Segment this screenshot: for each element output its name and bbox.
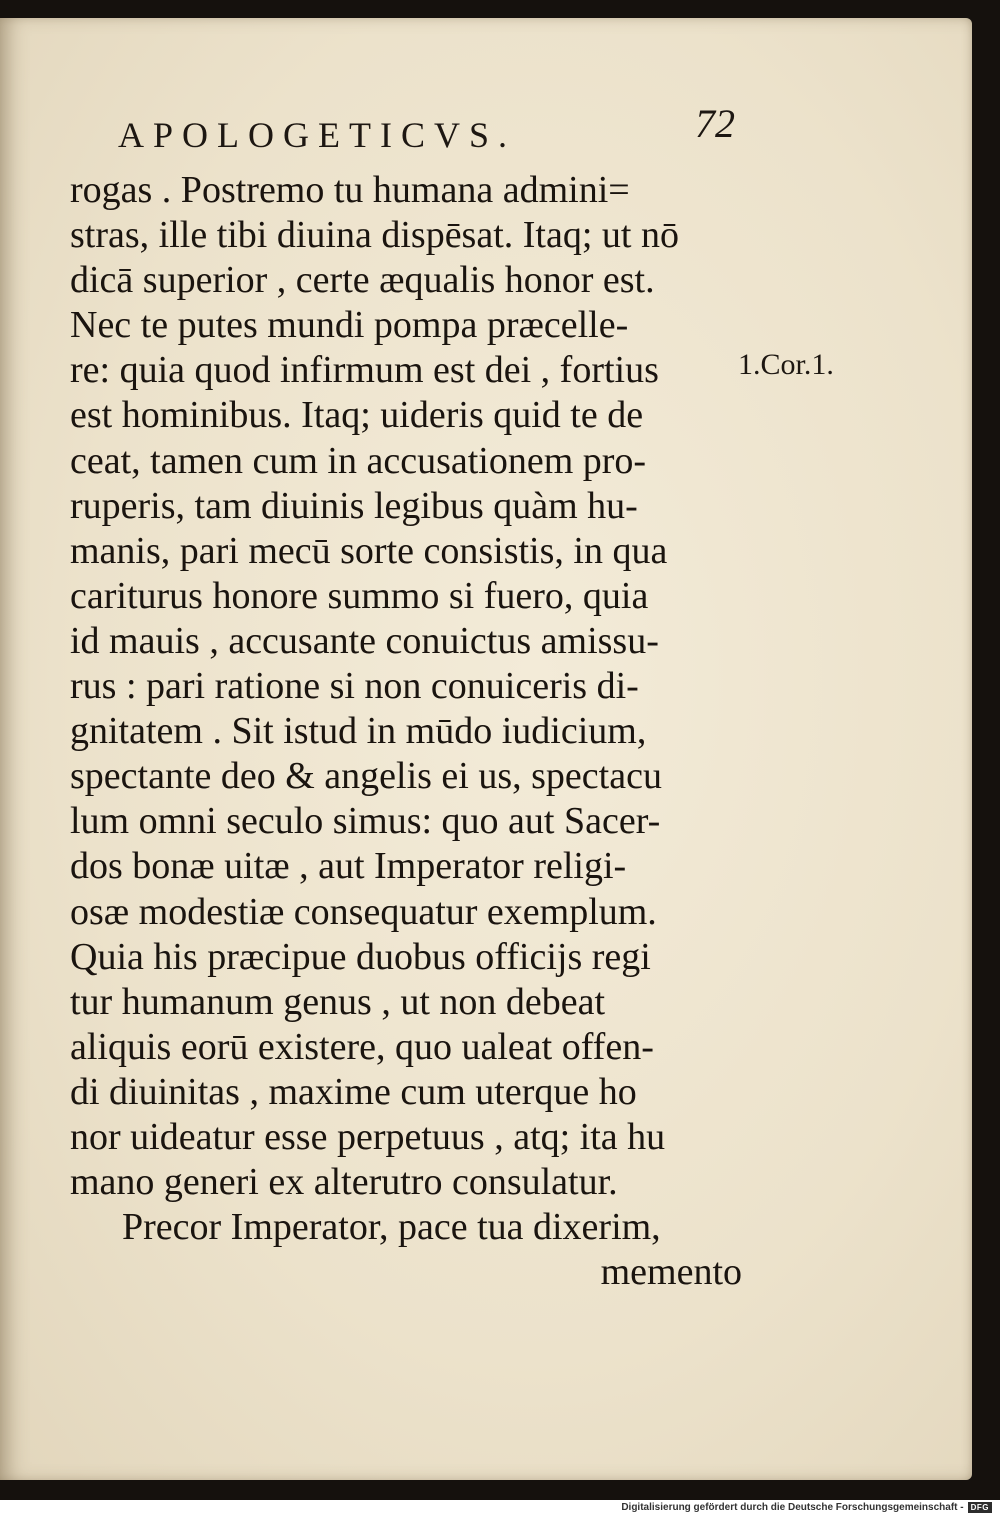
text-line: tur humanum genus , ut non debeat <box>70 980 606 1023</box>
text-line: ruperis, tam diuinis legibus quàm hu- <box>70 484 638 527</box>
text-line: mano generi ex alterutro consulatur. <box>70 1161 618 1204</box>
body-text <box>70 168 760 1295</box>
text-line: dos bonæ uitæ , aut Imperator religi- <box>70 845 627 888</box>
text-line: rus : pari ratione si non conuiceris di- <box>70 665 639 708</box>
text-line: gnitatem . Sit istud in mūdo iudicium, <box>70 710 647 753</box>
text-line: manis, pari mecū sorte consistis, in qua <box>70 529 668 572</box>
text-line: aliquis eorū existere, quo ualeat offen- <box>70 1025 654 1068</box>
text-line: rogas . Postremo tu humana admini= <box>70 169 630 211</box>
book-page <box>0 18 972 1480</box>
text-line: re: quia quod infirmum est dei , fortius <box>70 349 659 392</box>
text-line: di diuinitas , maxime cum uterque ho <box>70 1070 637 1113</box>
catchword: memento <box>600 1251 742 1294</box>
text-line: cariturus honore summo si fuero, quia <box>70 574 649 617</box>
text-line: Quia his præcipue duobus officijs regi <box>70 935 651 978</box>
text-line: Nec te putes mundi pompa præcelle- <box>70 304 629 347</box>
dfg-logo-icon: DFG <box>968 1502 992 1513</box>
text-line: est hominibus. Itaq; uideris quid te de <box>70 394 644 437</box>
footer-text: Digitalisierung gefördert durch die Deutsche Forschungsgemeinschaft - <box>621 1502 964 1513</box>
digitization-footer <box>621 1502 992 1513</box>
text-line: nor uideatur esse perpetuus , atq; ita hu <box>70 1115 666 1158</box>
text-line: lum omni seculo simus: quo aut Sacer- <box>70 800 661 843</box>
running-head: APOLOGETICVS. <box>118 115 517 155</box>
text-line: spectante deo & angelis ei us, spectacu <box>70 755 662 798</box>
text-line: id mauis , accusante conuictus amissu- <box>70 619 659 662</box>
margin-note: 1.Cor.1. <box>738 348 834 381</box>
text-line: stras, ille tibi diuina dispēsat. Itaq; ut nō <box>70 214 679 257</box>
text-line-paragraph-start: Precor Imperator, pace tua dixerim, <box>122 1206 661 1249</box>
text-line: osæ modestiæ consequatur exemplum. <box>70 890 657 933</box>
text-line: dicā superior , certe æqualis honor est. <box>70 259 655 302</box>
text-line: ceat, tamen cum in accusationem pro- <box>70 439 647 482</box>
page-number: 72 <box>695 101 735 146</box>
